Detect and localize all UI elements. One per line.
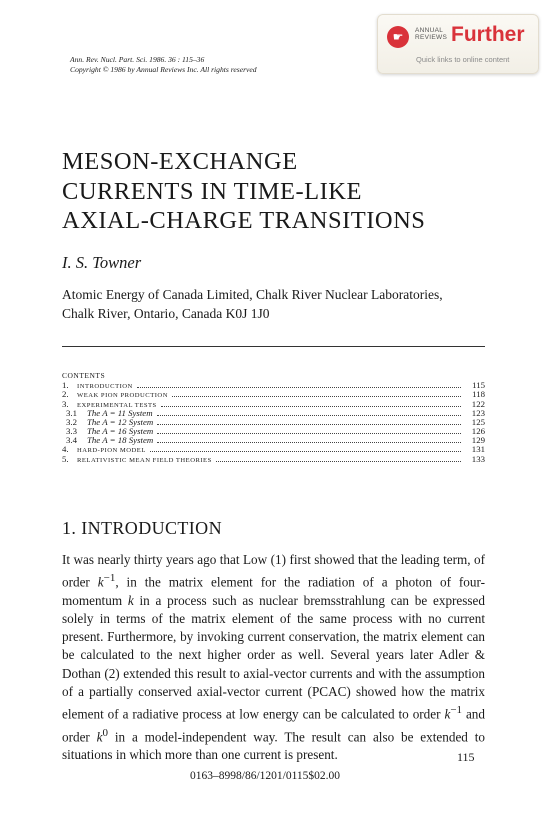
toc-label: The A = 16 System [87, 426, 154, 437]
article-title [62, 147, 425, 236]
journal-citation-block [70, 55, 257, 75]
toc-page: 133 [471, 453, 485, 464]
toc-leader [157, 409, 461, 416]
toc-page: 118 [472, 389, 485, 400]
toc-entry[interactable] [62, 444, 485, 453]
toc-number: 3.2 [66, 417, 77, 428]
toc-leader [216, 455, 461, 462]
toc-leader [161, 400, 461, 407]
toc-page: 125 [471, 417, 485, 428]
title-line: MESON-EXCHANGE [62, 148, 298, 175]
toc-subentry[interactable] [62, 435, 485, 444]
toc-page: 123 [471, 408, 485, 419]
annual-reviews-brand [415, 27, 447, 41]
quick-links-label: Quick links to online content [416, 55, 510, 64]
math-exponent: 0 [102, 726, 109, 739]
section-divider [62, 346, 485, 347]
further-links-badge[interactable] [377, 14, 539, 74]
toc-label: The A = 18 System [87, 435, 154, 446]
toc-entry[interactable] [62, 389, 485, 398]
table-of-contents [62, 380, 485, 463]
title-line: AXIAL-CHARGE TRANSITIONS [62, 207, 426, 234]
body-text-segment: in a model-independent way. The result can also be extended to situations in which more than one current is present. [62, 729, 486, 763]
math-k: k [444, 706, 451, 722]
toc-label: HARD-PION MODEL [77, 447, 146, 455]
toc-leader [157, 436, 461, 443]
toc-leader [157, 418, 461, 425]
affiliation-line: Chalk River, Ontario, Canada K0J 1J0 [62, 305, 270, 321]
body-text-segment: and order [62, 706, 485, 744]
toc-number: 3.3 [66, 426, 77, 437]
introduction-paragraph [62, 551, 485, 764]
toc-page: 115 [472, 380, 485, 390]
toc-number: 3.1 [66, 408, 77, 419]
math-exponent: −1 [103, 572, 116, 585]
toc-leader [150, 445, 461, 452]
contents-heading: CONTENTS [62, 371, 106, 380]
toc-label: EXPERIMENTAL TESTS [77, 401, 157, 409]
journal-citation: Ann. Rev. Nucl. Part. Sci. 1986. 36 : 115–36 [70, 55, 205, 64]
math-k: k [97, 574, 104, 590]
affiliation-line: Atomic Energy of Canada Limited, Chalk River Nuclear Laboratories, [62, 287, 443, 302]
toc-label: INTRODUCTION [77, 383, 133, 390]
toc-number: 5. [62, 453, 69, 464]
section-heading: 1. INTRODUCTION [62, 518, 222, 538]
math-k: k [127, 592, 134, 608]
toc-page: 122 [471, 398, 485, 409]
toc-number: 1. [62, 380, 69, 390]
author-affiliation [62, 286, 443, 323]
author-name: I. S. Towner [62, 253, 142, 272]
toc-page: 131 [471, 444, 485, 455]
toc-subentry[interactable] [62, 408, 485, 417]
body-text-segment: , in the matrix element for the radiation of a photon of four-momentum [62, 574, 486, 608]
math-k: k [96, 729, 103, 744]
click-cursor-icon: ☛ [387, 26, 409, 48]
body-text-segment: It was nearly thirty years ago that Low (1) first showed that the leading term, of order [62, 552, 485, 590]
toc-entry[interactable] [62, 380, 485, 389]
publication-code: 0163–8998/86/1201/0115$02.00 [190, 770, 341, 782]
title-line: CURRENTS IN TIME-LIKE [62, 177, 362, 205]
toc-label: The A = 11 System [87, 408, 153, 419]
toc-leader [172, 390, 461, 397]
toc-page: 129 [471, 435, 485, 446]
page-number: 115 [457, 750, 475, 764]
toc-number: 4. [62, 444, 69, 455]
toc-subentry[interactable] [62, 426, 485, 435]
journal-copyright: Copyright © 1986 by Annual Reviews Inc. All rights reserved [70, 65, 257, 74]
toc-entry[interactable] [62, 399, 485, 408]
toc-page: 126 [471, 426, 485, 437]
toc-number: 2. [62, 389, 69, 400]
toc-number: 3. [62, 398, 69, 409]
toc-leader [137, 381, 461, 388]
toc-leader [157, 427, 461, 434]
toc-entry[interactable] [62, 454, 485, 463]
toc-number: 3.4 [66, 435, 77, 446]
brand-line-1: ANNUAL [415, 27, 444, 34]
toc-label: The A = 12 System [87, 417, 154, 428]
toc-label: RELATIVISTIC MEAN FIELD THEORIES [77, 456, 212, 464]
math-exponent: −1 [450, 704, 463, 717]
toc-label: WEAK PION PRODUCTION [77, 392, 168, 400]
body-text-segment: in a process such as nuclear bremsstrahlung can be expressed solely in terms of the matrix element of the same process with no current present. Furthermore, by invoking current conservation, the matrix element can be calculated to the next higher order as well. Several years later Adler & Dothan (2) extended this result to axial-vector currents and with the assumption of a partially conserved axial-vector current (PCAC) showed how the matrix element of a radiative process at low energy can be calculated to order [62, 592, 485, 722]
brand-line-2: REVIEWS [415, 34, 448, 41]
toc-subentry[interactable] [62, 417, 485, 426]
further-label: Further [451, 23, 525, 46]
